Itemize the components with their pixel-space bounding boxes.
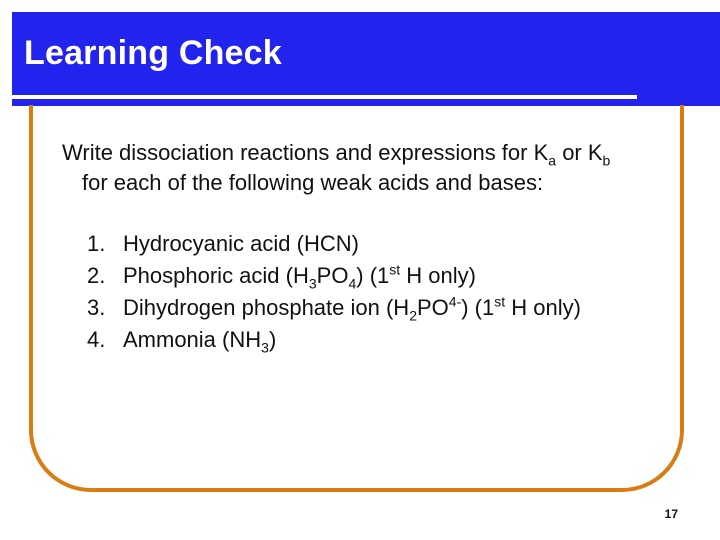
list-item: 1. Hydrocyanic acid (HCN) <box>87 231 359 256</box>
intro-text <box>62 138 682 198</box>
list-item: 3. Dihydrogen phosphate ion $(H_2PO^{4-})$ (1st H only) <box>87 293 581 324</box>
page-number: 17 <box>664 507 678 521</box>
compound-list <box>87 228 581 356</box>
intro-line1: Write dissociation reactions and expressions for $K_a$ or $K_b$ <box>62 140 611 169</box>
intro-line2: for each of the following weak acids and bases: <box>82 170 544 195</box>
list-item: 4. Ammonia $(NH_3)$ <box>87 327 277 356</box>
title-underline <box>12 95 637 99</box>
list-item: 2. Phosphoric acid $(H_3PO_4)$ (1st H only) <box>87 261 476 292</box>
slide-title: Learning Check <box>24 34 282 72</box>
